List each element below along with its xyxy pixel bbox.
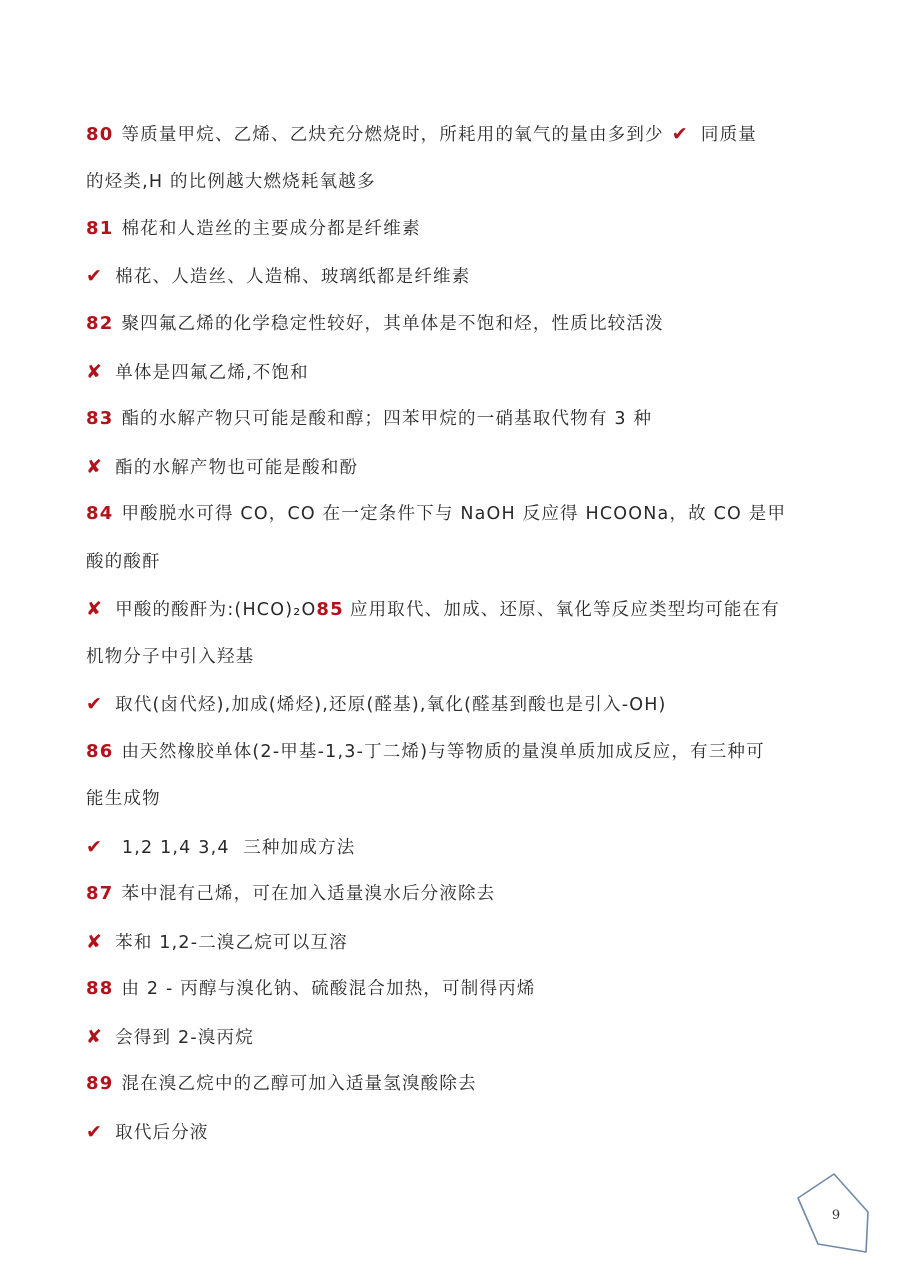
item-note: 同质量 <box>700 125 757 145</box>
item-continuation: 的烃类,H 的比例越大燃烧耗氧越多 <box>86 172 376 192</box>
answer-81 <box>86 264 825 289</box>
cross-icon: ✘ <box>86 598 104 620</box>
answer-text: 取代后分液 <box>115 1123 209 1143</box>
item-text: 酯的水解产物只可能是酸和醇；四苯甲烷的一硝基取代物有 3 种 <box>121 409 653 429</box>
answer-text: 棉花、人造丝、人造棉、玻璃纸都是纤维素 <box>115 267 471 287</box>
item-84 <box>86 502 825 526</box>
answer-85 <box>86 692 825 717</box>
item-number: 85 <box>316 599 344 620</box>
item-80 <box>86 122 825 147</box>
item-82 <box>86 312 825 336</box>
item-text: 棉花和人造丝的主要成分都是纤维素 <box>121 219 421 239</box>
item-number: 80 <box>86 124 114 145</box>
answer-83 <box>86 455 825 480</box>
item-number: 82 <box>86 313 114 334</box>
cross-icon: ✘ <box>86 931 104 953</box>
item-text: 应用取代、加成、还原、氧化等反应类型均可能在有 <box>349 600 780 620</box>
item-text: 苯中混有己烯，可在加入适量溴水后分液除去 <box>121 884 496 904</box>
answer-text: 甲酸的酸酐为:(HCO)₂O <box>115 600 317 620</box>
item-continuation: 能生成物 <box>86 789 161 809</box>
cross-icon: ✘ <box>86 456 104 478</box>
item-number: 89 <box>86 1073 114 1094</box>
answer-86 <box>86 835 825 860</box>
check-icon: ✔ <box>671 123 689 145</box>
answer-text: 单体是四氟乙烯,不饱和 <box>115 363 309 383</box>
item-text: 混在溴乙烷中的乙醇可加入适量氢溴酸除去 <box>121 1074 477 1094</box>
answer-text: 苯和 1,2-二溴乙烷可以互溶 <box>115 933 348 953</box>
answer-87 <box>86 930 825 955</box>
item-number: 83 <box>86 408 114 429</box>
item-81 <box>86 217 825 241</box>
answer-text: 取代(卤代烃),加成(烯烃),还原(醛基),氧化(醛基到酸也是引入-OH) <box>115 695 667 715</box>
item-89 <box>86 1072 825 1096</box>
check-icon: ✔ <box>86 265 104 287</box>
item-83 <box>86 407 825 431</box>
answer-88 <box>86 1025 825 1050</box>
check-icon: ✔ <box>86 693 104 715</box>
check-icon: ✔ <box>86 1121 104 1143</box>
answer-89 <box>86 1120 825 1145</box>
item-87 <box>86 882 825 906</box>
cross-icon: ✘ <box>86 1026 104 1048</box>
answer-text: 会得到 2-溴丙烷 <box>115 1028 254 1048</box>
item-text: 甲酸脱水可得 CO，CO 在一定条件下与 NaOH 反应得 HCOONa，故 CO 是甲 <box>121 504 787 524</box>
item-text: 由 2 - 丙醇与溴化钠、硫酸混合加热，可制得丙烯 <box>121 979 536 999</box>
item-text: 等质量甲烷、乙烯、乙炔充分燃烧时，所耗用的氧气的量由多到少 <box>121 125 664 145</box>
answer-text: 1,2 1,4 3,4 三种加成方法 <box>115 838 356 858</box>
item-number: 87 <box>86 883 114 904</box>
item-text: 由天然橡胶单体(2-甲基-1,3-丁二烯)与等物质的量溴单质加成反应，有三种可 <box>121 742 765 762</box>
answer-82 <box>86 360 825 385</box>
answer-text: 酯的水解产物也可能是酸和酚 <box>115 458 359 478</box>
item-number: 88 <box>86 978 114 999</box>
item-continuation: 机物分子中引入羟基 <box>86 647 255 667</box>
check-icon: ✔ <box>86 836 104 858</box>
item-number: 86 <box>86 741 114 762</box>
item-88 <box>86 977 825 1001</box>
answer-84-item-85 <box>86 597 825 622</box>
cross-icon: ✘ <box>86 361 104 383</box>
item-text: 聚四氟乙烯的化学稳定性较好，其单体是不饱和烃，性质比较活泼 <box>121 314 664 334</box>
page-number: 9 <box>831 1208 841 1223</box>
item-number: 84 <box>86 503 114 524</box>
item-86 <box>86 740 825 764</box>
item-number: 81 <box>86 218 114 239</box>
item-continuation: 酸的酸酐 <box>86 552 161 572</box>
